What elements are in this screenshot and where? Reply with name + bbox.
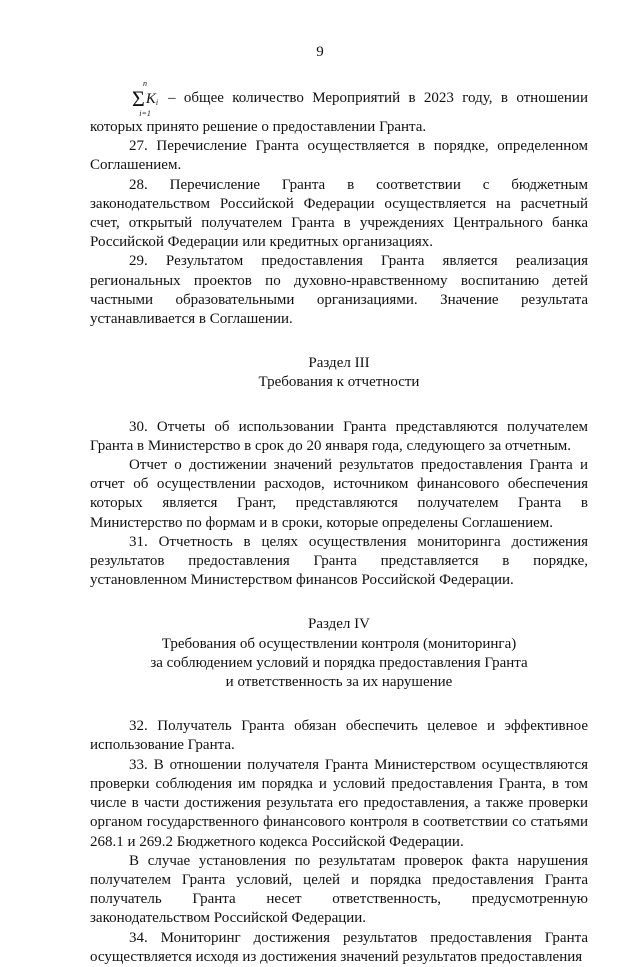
section-4-subtitle-line1: Требования об осуществлении контроля (мониторинга) <box>161 635 517 652</box>
page-number: 9 <box>316 44 324 60</box>
section-4-subtitle-line2: за соблюдением условий и порядка предоставления Гранта <box>150 654 528 671</box>
paragraph-28: 28. Перечисление Гранта в соответствии с бюджетным законодательством Российской Федерации осуществляется на расчетный счет, открытый получателем Гранта в учреждениях Центрального банка Российской Федерации или кредитных организациях. <box>90 176 588 251</box>
paragraph-31: 31. Отчетность в целях осуществления мониторинга достижения результатов предоставления Гранта представляется в порядке, установленном Министерством финансов Российской Федерации. <box>90 533 588 589</box>
formula-description-cont: которых принято решение о предоставлении Гранта. <box>90 119 427 135</box>
paragraph-30-continued: Отчет о достижении значений результатов предоставления Гранта и отчет об осуществлении расходов, источником финансового обеспечения которых является Грант, представляются получателем Гранта в Министерство по формам и в сроки, которые определены Соглашением. <box>90 457 588 531</box>
paragraph-27: 27. Перечисление Гранта осуществляется в порядке, определенном Соглашением. <box>90 138 588 174</box>
section-3-subtitle: Требования к отчетности <box>258 374 420 391</box>
section-4-title: Раздел IV <box>307 616 370 633</box>
k-subscript: i <box>155 98 159 107</box>
paragraph-32: 32. Получатель Гранта обязан обеспечить целевое и эффективное использование Гранта. <box>90 718 588 754</box>
formula-description: – общее количество Мероприятий в 2023 году, в отношении <box>168 90 588 107</box>
paragraph-29: 29. Результатом предоставления Гранта является реализация региональных проектов по духовно-нравственному воспитанию детей частными образовательными организациями. Значение результата устанавливается в Соглашении. <box>90 253 588 328</box>
sum-upper-limit: n <box>143 79 148 88</box>
section-4-subtitle-line3: и ответственность за их нарушение <box>225 674 453 691</box>
section-3-title: Раздел III <box>308 355 370 372</box>
paragraph-33: 33. В отношении получателя Гранта Министерством осуществляются проверки соблюдения им порядка и условий предоставления Гранта, в том числе в части достижения результата его предоставления, а также проверки органом государственного финансового контроля в соответствии со статьями 268.1 и 269.2 Бюджетного кодекса Российской Федерации. <box>90 756 588 850</box>
document-body <box>90 80 588 967</box>
sum-formula <box>132 80 158 118</box>
sigma-symbol: Σ <box>132 86 145 111</box>
k-variable: K <box>145 90 156 107</box>
paragraph-34: 34. Мониторинг достижения результатов предоставления Гранта осуществляется исходя из достижения значений результатов предоставления <box>90 929 588 965</box>
paragraph-30: 30. Отчеты об использовании Гранта представляются получателем Гранта в Министерство в срок до 20 января года, следующего за отчетным. <box>90 418 588 454</box>
paragraph-33-continued: В случае установления по результатам проверок факта нарушения получателем Гранта условий, целей и порядка предоставления Гранта получатель Гранта несет ответственность, предусмотренную законодательством Российской Федерации. <box>90 852 588 927</box>
formula-line <box>90 80 588 118</box>
sum-lower-limit: i=1 <box>139 109 151 118</box>
